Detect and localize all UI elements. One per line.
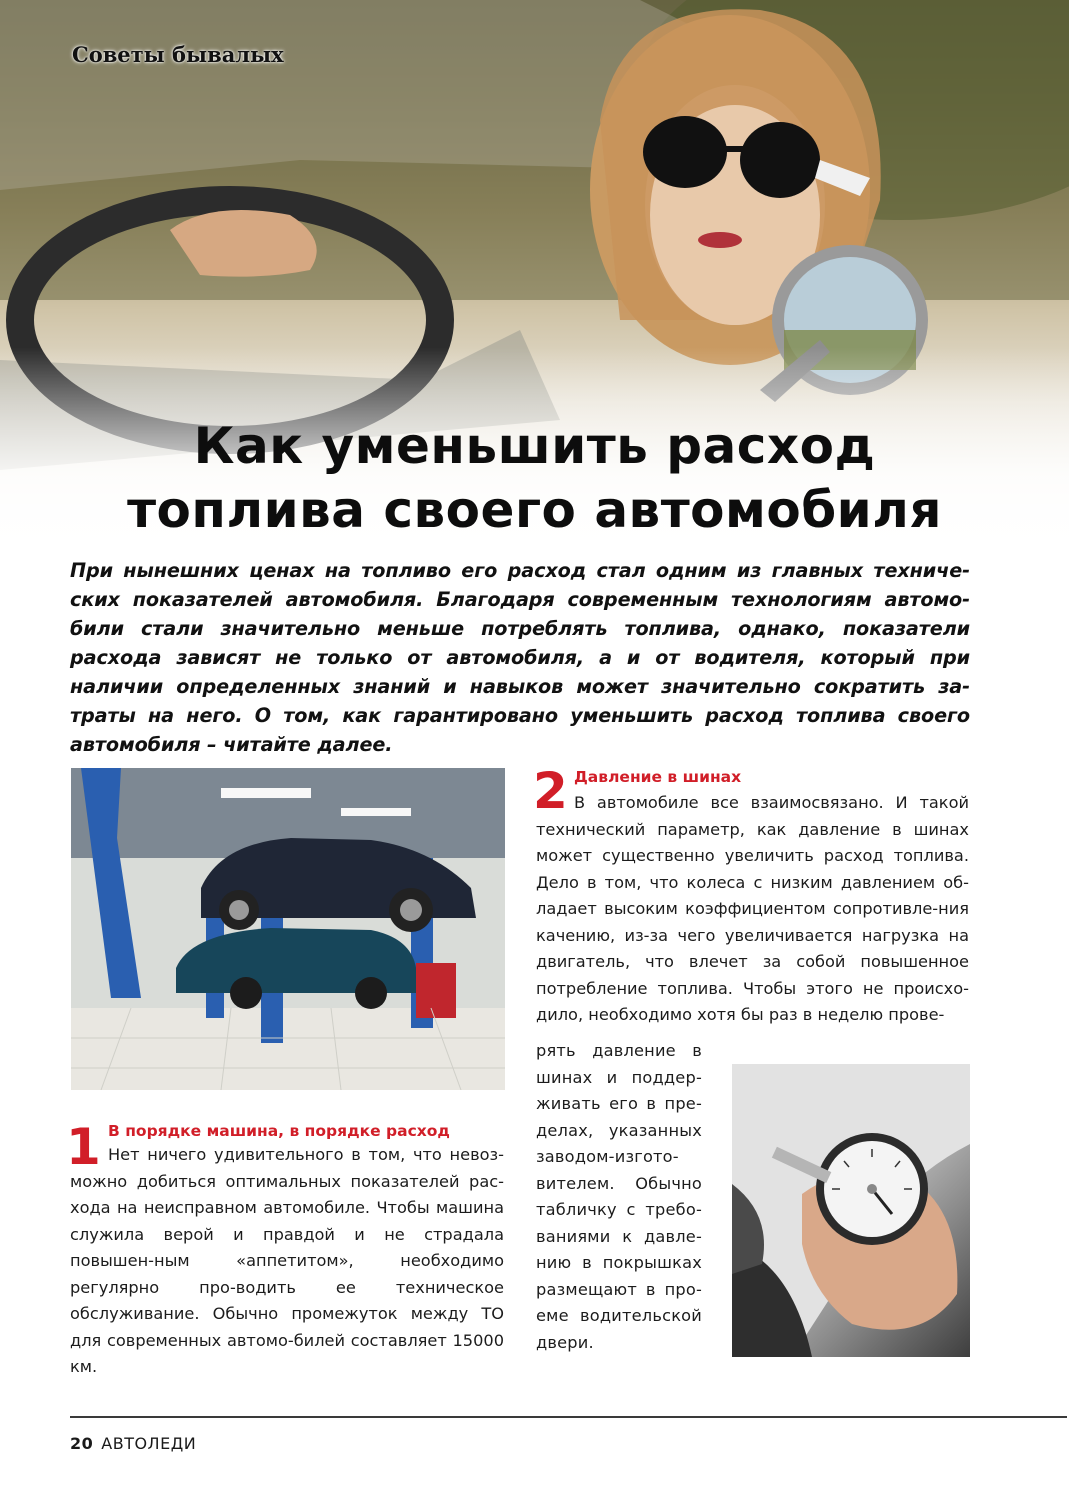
tire-gauge-illustration [732, 1064, 970, 1357]
section-2-heading: Давление в шинах [574, 768, 742, 786]
section-2-text-content: В автомобиле все взаимосвязано. И такой технический параметр, как давление в шинах может существенно увеличить расход топлива. Дело в том, что колеса с низким давлением об-ладает высоким коэффициентом сопротивле-ния качению, из-за чего увеличивается нагрузка на двигатель, что влечет за собой повышенное потребление топлива. Чтобы этого не происхо-дило, необходимо хотя бы раз в неделю прове- [536, 793, 969, 1024]
page-footer [70, 1434, 196, 1453]
garage-photo [71, 768, 505, 1090]
section-2-text [536, 790, 969, 1029]
footer-divider [70, 1416, 1067, 1418]
tire-gauge-photo [732, 1064, 970, 1357]
section-1-text [70, 1142, 504, 1381]
lead-paragraph: При нынешних ценах на топливо его расход стал одним из главных техниче-ских показателей автомобиля. Благодаря современным технологиям автомо-били стали значительно меньше потреблять топлива, однако, показатели расхода зависят не только от автомобиля, а и от водителя, который при наличии определенных знаний и навыков может значительно сократить за-траты на него. О том, как гарантировано уменьшить расход топлива своего автомобиля – читайте далее. [70, 559, 970, 756]
title-line-2: топлива своего автомобиля [127, 481, 942, 539]
section-2-text-continued-content: рять давление в шинах и поддер-живать его в пре-делах, указанных заводом-изгото-вителем. Обычно табличку с требо-ваниями к давле-нию в покрышках размещают в про-еме водительской двери. [536, 1041, 702, 1352]
section-2-number: 2 [533, 762, 568, 820]
section-label: Советы бывалых [72, 42, 284, 67]
section-2-text-continued [536, 1038, 702, 1356]
title-line-1: Как уменьшить расход [193, 417, 876, 475]
page-title [0, 414, 1069, 542]
section-1-heading: В порядке машина, в порядке расход [108, 1122, 450, 1140]
magazine-name: АВТОЛЕДИ [101, 1434, 197, 1453]
section-1-number: 1 [66, 1118, 101, 1176]
page-number: 20 [70, 1434, 94, 1453]
section-1-text-content: Нет ничего удивительного в том, что невоз-можно добиться оптимальных показателей рас-хода на неисправном автомобиле. Чтобы машина служила верой и правдой и не страдала повышен-ным «аппетитом», необходимо регулярно про-водить ее техническое обслуживание. Обычно промежуток между ТО для современных автомо-билей составляет 15000 км. [70, 1145, 504, 1376]
garage-illustration [71, 768, 505, 1090]
